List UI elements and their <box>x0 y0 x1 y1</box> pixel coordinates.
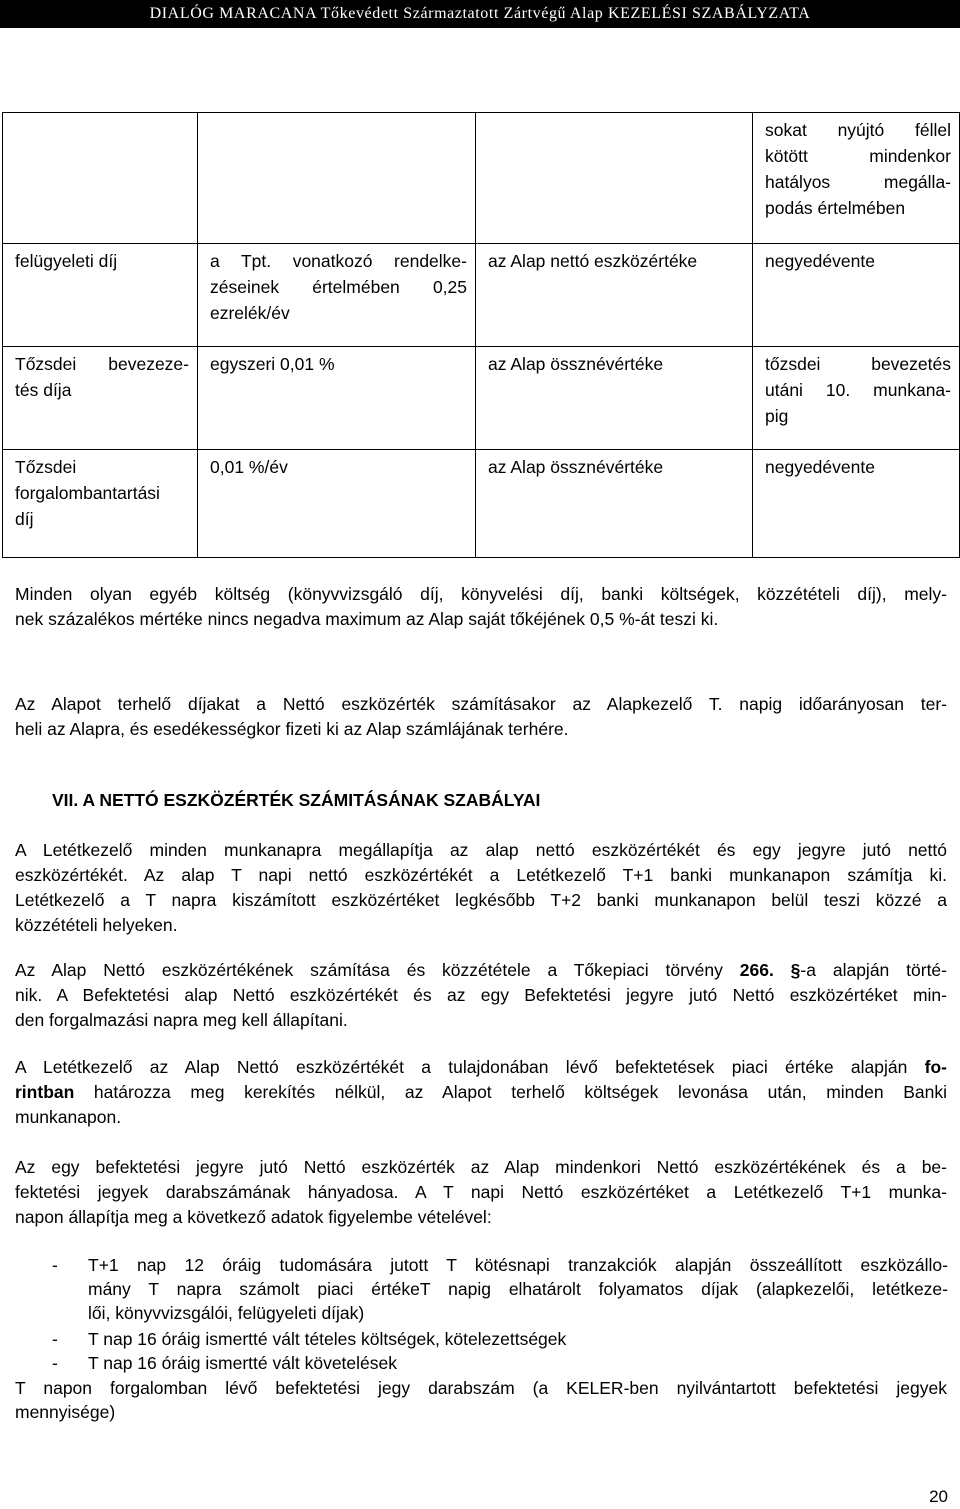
text-line: den forgalmazási napra meg kell állapítani. <box>15 1010 348 1030</box>
header-title: DIALÓG MARACANA Tőkevédett Származtatott Zártvégű Alap KEZELÉSI SZABÁLYZATA <box>149 5 811 22</box>
text-run: A Letétkezelő az Alap Nettó eszközértékét a tulajdonában lévő befektetések piaci értéke alapján <box>15 1057 925 1077</box>
table-cell <box>3 244 198 347</box>
list-item <box>52 1327 947 1351</box>
cell-line: az Alap össznévértéke <box>488 457 664 477</box>
text-line: T napon forgalomban lévő befektetési jegy darabszám (a KELER-ben nyilvántartott befektetési jegyek <box>15 1378 947 1398</box>
cell-line: tőzsdei bevezetés <box>765 354 951 374</box>
table-cell <box>3 113 198 244</box>
text-run: Az Alap Nettó eszközértékének számítása és közzététele a Tőkepiaci törvény <box>15 960 740 980</box>
paragraph-units-outstanding <box>15 1376 947 1424</box>
text-line: munkanapon. <box>15 1107 122 1127</box>
page-number: 20 <box>929 1487 948 1506</box>
table-cell <box>3 450 198 558</box>
text-line: eszközértékét. Az alap T napi nettó eszközértékét a Letétkezelő T+1 banki munkanapon számítja ki. <box>15 865 947 885</box>
table-cell <box>476 244 753 347</box>
document-header <box>0 0 960 28</box>
fee-table <box>2 112 960 558</box>
list-item <box>52 1351 947 1375</box>
text-line: nek százalékos mértéke nincs negadva maximum az Alap saját tőkéjének 0,5 %-át teszi ki. <box>15 609 719 629</box>
text-line <box>15 958 947 983</box>
text-line: mennyisége) <box>15 1402 116 1422</box>
table-cell <box>753 450 960 558</box>
text-line: T nap 16 óráig ismertté vált követelések <box>88 1353 398 1373</box>
paragraph-nav-legal-basis <box>15 958 947 1033</box>
cell-line: díj <box>15 509 34 529</box>
bold-text: fo- <box>924 1057 947 1077</box>
cell-line: az Alap össznévértéke <box>488 354 664 374</box>
cell-line: a Tpt. vonatkozó rendelke- <box>210 251 467 271</box>
table-cell <box>476 113 753 244</box>
table-cell <box>753 347 960 450</box>
table-cell <box>753 113 960 244</box>
text-line: fektetési jegyek darabszámának hányadosa. A T napi Nettó eszközértéket a Letétkezelő T+1 munka- <box>15 1182 947 1202</box>
table-cell <box>476 450 753 558</box>
text-line: napon állapítja meg a következő adatok figyelembe vételével: <box>15 1207 492 1227</box>
cell-line: sokat nyújtó féllel <box>765 120 951 140</box>
cell-line: Tőzsdei bevezeze- <box>15 354 189 374</box>
paragraph-nav-forint <box>15 1055 947 1130</box>
bullet-dash: - <box>52 1255 58 1275</box>
cell-line: pig <box>765 406 789 426</box>
cell-line: utáni 10. munkana- <box>765 380 951 400</box>
cell-line: negyedévente <box>765 251 875 271</box>
text-run: határozza meg kerekítés nélkül, az Alapot terhelő költségek levonása után, minden Banki <box>74 1082 947 1102</box>
text-line: nik. A Befektetési alap Nettó eszközértékét és az egy Befektetési jegyre jutó Nettó eszközértéket min- <box>15 985 947 1005</box>
cell-line: forgalombantartási <box>15 483 160 503</box>
text-line: Minden olyan egyéb költség (könyvvizsgáló díj, könyvelési díj, banki költségek, közzétételi díj), mely- <box>15 584 947 604</box>
cell-line: negyedévente <box>765 457 875 477</box>
cell-line: ezrelék/év <box>210 303 290 323</box>
cell-line: hatályos megálla- <box>765 172 951 192</box>
table-row <box>3 113 960 244</box>
paragraph-nav-calculation <box>15 838 947 938</box>
table-cell <box>753 244 960 347</box>
text-line: Letétkezelő a T napra kiszámított eszközértéket legkésőbb T+2 banki munkanapon belül teszi közzé a <box>15 890 947 910</box>
list-item <box>52 1253 947 1327</box>
cell-line: podás értelmében <box>765 198 906 218</box>
text-line: T+1 nap 12 óráig tudomására jutott T kötésnapi tranzakciók alapján összeállított eszközállo- <box>88 1255 948 1275</box>
cell-line: egyszeri 0,01 % <box>210 354 335 374</box>
paragraph-other-costs <box>15 582 947 632</box>
bold-text: rintban <box>15 1082 75 1102</box>
table-cell <box>198 347 476 450</box>
cell-line: kötött mindenkor <box>765 146 951 166</box>
cell-line: 0,01 %/év <box>210 457 288 477</box>
text-line: heli az Alapra, és esedékességkor fizeti ki az Alap számlájának terhére. <box>15 719 569 739</box>
text-line: közzétételi helyeken. <box>15 915 178 935</box>
table-cell <box>3 347 198 450</box>
cell-line: zéseinek értelmében 0,25 <box>210 277 467 297</box>
cell-line: tés díja <box>15 380 72 400</box>
bullet-dash: - <box>52 1329 58 1349</box>
table-row <box>3 450 960 558</box>
list-item-text <box>88 1351 948 1375</box>
text-line: Az Alapot terhelő díjakat a Nettó eszközérték számításakor az Alapkezelő T. napig időarányosan ter- <box>15 694 947 714</box>
text-line: A Letétkezelő minden munkanapra megállapítja az alap nettó eszközértékét és egy jegyre jutó nettó <box>15 840 947 860</box>
table-cell <box>198 113 476 244</box>
text-line <box>15 1055 947 1080</box>
cell-line: felügyeleti díj <box>15 251 118 271</box>
table-row <box>3 347 960 450</box>
bold-text: 266. § <box>739 960 801 980</box>
table-cell <box>476 347 753 450</box>
text-line: mány T napra számolt piaci értékeT napig elhatárolt folyamatos díjak (alapkezelői, letétkeze- <box>88 1279 948 1299</box>
text-run: -a alapján törté- <box>800 960 947 980</box>
text-line <box>15 1080 947 1105</box>
table-cell <box>198 244 476 347</box>
list-item-text <box>88 1253 948 1325</box>
text-line: Az egy befektetési jegyre jutó Nettó eszközérték az Alap mindenkori Nettó eszközértékének és a be- <box>15 1157 947 1177</box>
paragraph-per-unit-nav <box>15 1155 947 1230</box>
cell-line: Tőzsdei <box>15 457 77 477</box>
text-line: lői, könyvvizsgálói, felügyeleti díjak) <box>88 1303 365 1323</box>
list-item-text <box>88 1327 948 1351</box>
section-heading: VII. A NETTÓ ESZKÖZÉRTÉK SZÁMITÁSÁNAK SZABÁLYAI <box>52 790 541 810</box>
text-line: T nap 16 óráig ismertté vált tételes költségek, kötelezettségek <box>88 1329 567 1349</box>
cell-line: az Alap nettó eszközértéke <box>488 251 698 271</box>
table-cell <box>198 450 476 558</box>
bullet-dash: - <box>52 1353 58 1373</box>
paragraph-fee-charging <box>15 692 947 742</box>
table-row <box>3 244 960 347</box>
